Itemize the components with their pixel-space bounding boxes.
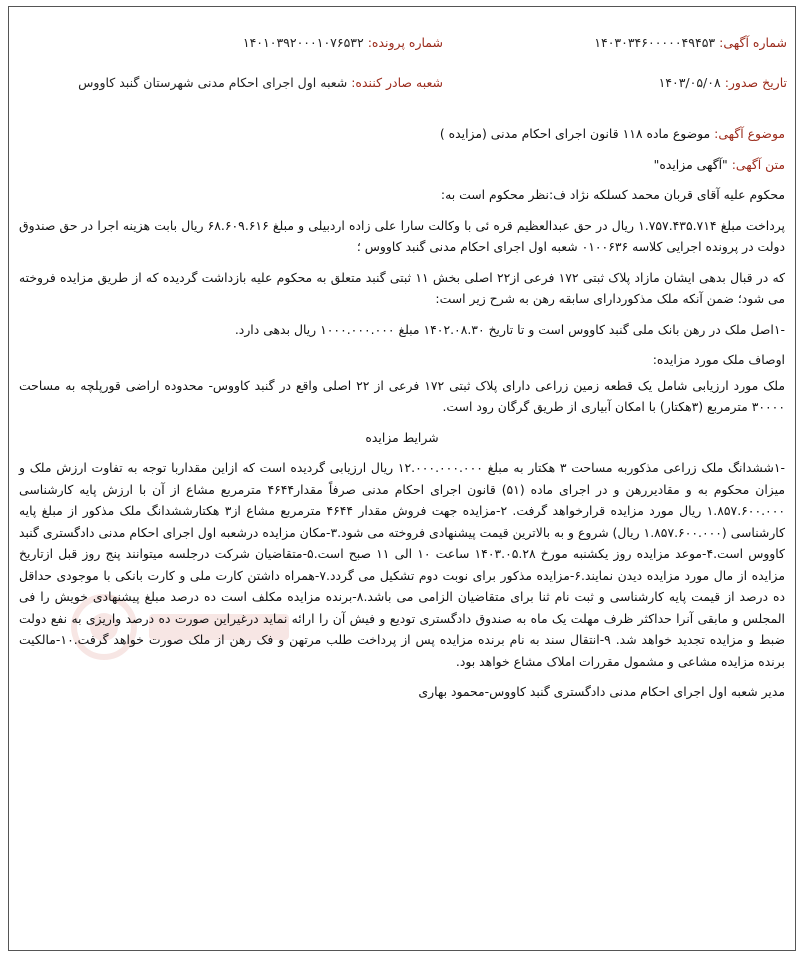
notice-text-label: متن آگهی:	[731, 156, 785, 172]
subject-label: موضوع آگهی:	[714, 126, 785, 141]
issue-date-value: ۱۴۰۳/۰۵/۰۸	[658, 75, 721, 90]
issuer-row	[78, 75, 443, 91]
subject-value: موضوع ماده ۱۱۸ قانون اجرای احکام مدنی (مزایده )	[439, 126, 711, 141]
paragraph-payment: پرداخت مبلغ ۱.۷۵۷.۴۳۵.۷۱۴ ریال در حق عبدالعظیم قره ئی با وکالت سارا علی زاده اردبیلی و مبلغ ۶۸.۶۰۹.۶۱۶ ریال بابت هزینه اجرا در حق صندوق دولت در پرونده اجرایی کلاسه ۰۱۰۰۶۳۶ شعبه اول اجرای احکام مدنی گنبد کاووس ؛	[19, 217, 785, 254]
issuer-label: شعبه صادر کننده:	[351, 75, 443, 90]
notice-body	[19, 123, 785, 712]
file-number-row	[243, 35, 443, 51]
file-number-label: شماره پرونده:	[367, 35, 443, 50]
issue-date-label: تاریخ صدور:	[724, 75, 787, 90]
ad-number-label: شماره آگهی:	[719, 35, 787, 50]
file-number-value: ۱۴۰۱۰۳۹۲۰۰۰۱۰۷۶۵۳۲	[242, 35, 364, 50]
notice-document	[8, 6, 796, 951]
paragraph-convicted: محکوم علیه آقای قربان محمد کسلکه نژاد ف:نظر محکوم است به:	[440, 187, 785, 202]
notice-title: "آگهی مزایده"	[653, 156, 728, 172]
paragraph-property: ملک مورد ارزیابی شامل یک قطعه زمین زراعی دارای پلاک ثبتی ۱۷۲ فرعی از ۲۲ اصلی واقع در گنبد کاووس- محدوده اراضی قورپلچه به مساحت ۳۰۰۰۰ مترمربع (۳هکتار) با امکان آبیاری از طریق گرگان رود است.	[19, 377, 785, 414]
ad-number-row	[594, 35, 787, 51]
paragraph-seizure: که در قبال بدهی ایشان مازاد پلاک ثبتی ۱۷۲ فرعی از۲۲ اصلی بخش ۱۱ ثبتی گنبد متعلق به محکوم علیه بازداشت گردیده که از طریق مزایده فروخته می شود؛ ضمن آنکه ملک مذکوردارای سابقه رهن به شرح زیر است:	[19, 269, 786, 306]
issue-date-row	[659, 75, 787, 91]
signature: مدیر شعبه اول اجرای احکام مدنی دادگستری گنبد کاووس-محمود بهاری	[418, 684, 785, 699]
ad-number-value: ۱۴۰۳۰۳۴۶۰۰۰۰۰۴۹۴۵۳	[594, 35, 716, 50]
paragraph-mortgage: -۱اصل ملک در رهن بانک ملی گنبد کاووس است و تا تاریخ ۱۴۰۲.۰۸.۳۰ مبلغ ۱۰۰۰.۰۰۰.۰۰۰ ریال بدهی دارد.	[234, 321, 785, 337]
property-description-heading: اوصاف ملک مورد مزایده:	[652, 352, 785, 367]
conditions-heading: شرایط مزایده	[365, 429, 439, 445]
issuer-value: شعبه اول اجرای احکام مدنی شهرستان گنبد کاووس	[78, 75, 348, 90]
notice-title-line	[19, 154, 785, 176]
subject-line	[19, 123, 785, 145]
paragraph-conditions: -۱ششدانگ ملک زراعی مذکوربه مساحت ۳ هکتار به مبلغ ۱۲.۰۰۰.۰۰۰.۰۰۰ ریال ارزیابی گردیده است که ازاین مقداربا توجه به تفاوت ارزش ملک و میزان محکوم به و مقادیررهن و در اجرای ماده (۵۱) قانون اجرای احکام مدنی صرفاً مقدار۴۶۴۴ مترمربع مشاع از آن با ارزش پایه کارشناسی ۱.۸۵۷.۶۰۰.۰۰۰ ریال مورد مزایده قرارخواهد گرفت. ۲-مزایده جهت فروش مقدار ۴۶۴۴ مترمربع مشاع از۳ هکتارششدانگ ملک مذکور از مبلغ پایه کارشناسی (۱.۸۵۷.۶۰۰.۰۰۰ ریال) شروع و به بالاترین قیمت پیشنهادی فروخته می شود.۳-مکان مزایده درشعبه اول اجرای احکام مدنی دادگستری گنبد کاووس است.۴-موعد مزایده روز یکشنبه مورخ ۱۴۰۳.۰۵.۲۸ ساعت ۱۰ الی ۱۱ صبح است.۵-متقاضیان شرکت درجلسه میتوانند پنج روز قبل ازتاریخ مزایده از مال مورد مزایده دیدن نمایند.۶-مزایده مذکور برای نوبت دوم تشکیل می گردد.۷-همراه داشتن کارت ملی و کارت بانکی با موجودی حداقل ده درصد از قیمت پایه کارشناسی و ثبت نام ثنا برای متقاضیان الزامی می باشد.۸-برنده مزایده مکلف است ده درصد مبلغ پیشنهادی خویش را فی المجلس و مابقی آنرا حداکثر ظرف مهلت یک ماه به صندوق دادگستری تودیع و فیش آن را ارائه نماید درغیراین صورت ده درصد واریزی به نفع دولت ضبط و مزایده تجدید خواهد شد. ۹-انتقال سند به نام برنده مزایده پس از پرداخت طلب مرتهن و فک رهن از ملک صورت خواهد گرفت.۱۰-مالکیت برنده مزایده مشاعی و مشمول مقررات املاک مشاع خواهد بود.	[19, 460, 786, 669]
